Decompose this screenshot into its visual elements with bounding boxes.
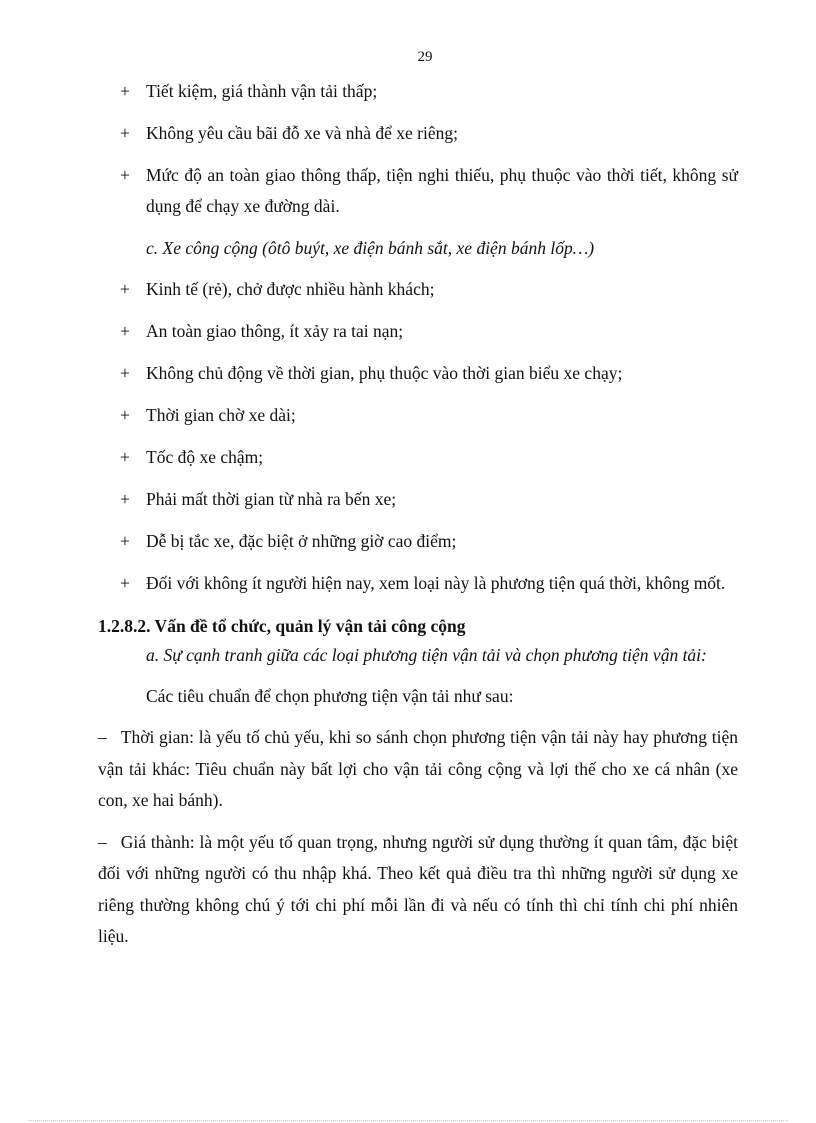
bullet-item — [98, 526, 738, 557]
bullet-mark: + — [120, 573, 130, 593]
page-number: 29 — [417, 49, 433, 65]
bullet-item — [98, 568, 738, 599]
bullet-text: Đối với không ít người hiện nay, xem loại này là phương tiện quá thời, không mốt. — [146, 573, 726, 593]
bullet-item — [98, 160, 738, 222]
page-bottom-divider — [28, 1120, 788, 1121]
bullet-item — [98, 442, 738, 473]
bullet-text: Tiết kiệm, giá thành vận tải thấp; — [146, 81, 378, 101]
criterion-text: Thời gian: là yếu tố chủ yếu, khi so sánh chọn phương tiện vận tải này hay phương tiện vận tải khác: Tiêu chuẩn này bất lợi cho vận tải công cộng và lợi thế cho xe cá nhân (xe con, xe hai bánh). — [98, 727, 738, 810]
bullet-text: Không chủ động về thời gian, phụ thuộc vào thời gian biểu xe chạy; — [146, 363, 623, 383]
bullet-text: Không yêu cầu bãi đỗ xe và nhà để xe riêng; — [146, 123, 458, 143]
bullet-text: An toàn giao thông, ít xảy ra tai nạn; — [146, 321, 404, 341]
bullet-text: Thời gian chờ xe dài; — [146, 405, 296, 425]
criterion-text: Giá thành: là một yếu tố quan trọng, nhưng người sử dụng thường ít quan tâm, đặc biệt đối với những người có thu nhập khá. Theo kết quả điều tra thì những người sử dụng xe riêng thường không chú ý tới chi phí mỗi lần đi và nếu có tính thì chỉ tính chi phí nhiên liệu. — [98, 831, 738, 946]
bullet-mark: + — [120, 489, 130, 509]
bullet-mark: + — [120, 81, 130, 101]
bullet-mark: + — [120, 531, 130, 551]
dash-mark: – — [98, 831, 107, 852]
bullet-mark: + — [120, 363, 130, 383]
bullet-text: Dễ bị tắc xe, đặc biệt ở những giờ cao điểm; — [146, 531, 457, 551]
bullet-item — [98, 118, 738, 149]
document-body — [98, 76, 738, 963]
criterion-paragraph — [98, 827, 738, 953]
bullet-text: Kinh tế (rẻ), chở được nhiều hành khách; — [146, 279, 435, 299]
bullet-item — [98, 358, 738, 389]
bullet-mark: + — [120, 279, 130, 299]
bullet-text: Phải mất thời gian từ nhà ra bến xe; — [146, 489, 397, 509]
bullet-mark: + — [120, 165, 130, 185]
dash-mark: – — [98, 727, 107, 747]
bullet-item — [98, 316, 738, 347]
bullet-text: Tốc độ xe chậm; — [146, 447, 264, 467]
criterion-paragraph — [98, 722, 738, 817]
bullet-mark: + — [120, 321, 130, 341]
section-heading: 1.2.8.2. Vấn đề tổ chức, quản lý vận tải công cộng — [98, 616, 466, 636]
bullet-item — [98, 484, 738, 515]
criteria-list — [98, 722, 738, 953]
subheading-competition: a. Sự cạnh tranh giữa các loại phương tiện vận tải và chọn phương tiện vận tải: — [146, 645, 707, 665]
bullet-item — [98, 274, 738, 305]
bullet-mark: + — [120, 405, 130, 425]
criteria-intro: Các tiêu chuẩn để chọn phương tiện vận tải như sau: — [146, 686, 514, 706]
bullet-list-public-vehicles — [98, 274, 738, 599]
subheading-public-vehicles: c. Xe công cộng (ôtô buýt, xe điện bánh sắt, xe điện bánh lốp…) — [146, 238, 595, 258]
bullet-mark: + — [120, 123, 130, 143]
bullet-list-bicycle — [98, 76, 738, 222]
bullet-text: Mức độ an toàn giao thông thấp, tiện nghi thiếu, phụ thuộc vào thời tiết, không sử dụng để chạy xe đường dài. — [146, 165, 738, 216]
bullet-item — [98, 76, 738, 107]
bullet-mark: + — [120, 447, 130, 467]
bullet-item — [98, 400, 738, 431]
